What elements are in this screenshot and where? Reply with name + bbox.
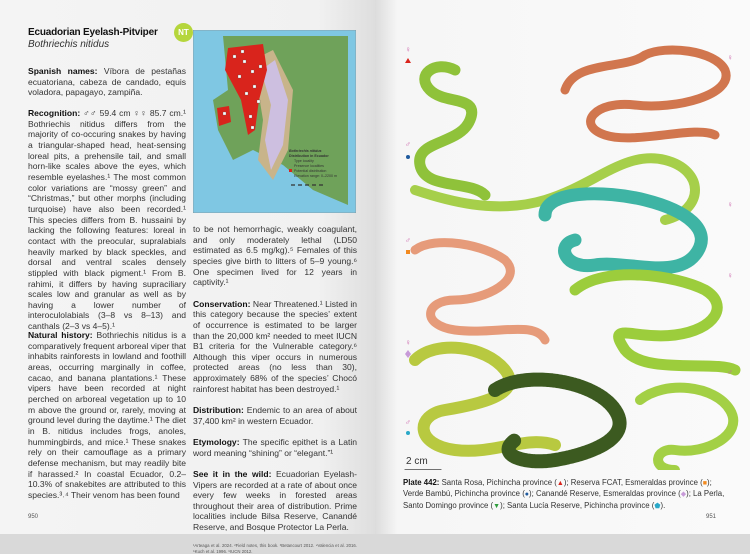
map-title: Bothriechis nitidus xyxy=(289,149,322,153)
pentagon-marker-icon xyxy=(406,431,410,435)
natural-history: Natural history: Bothriechis nitidus is a comparatively frequent arboreal viper that inhabits rainforests in lowland and foothill areas, occurring marginally in coffee, cacao, and banana plantations.¹ These vipers have been recorded at night perched on arboreal vegetation up to 10 m above the ground or, rarely, moving at ground level during the daytime.¹ The diet in B. nitidus includes frogs, anoles, hummingbirds, and mice.¹ These snakes rely on their camouflage as a primary defense mechanism, but may readily bite if harassed.² In coastal Ecuador, 0.2–10.3% of snakebites are attributed to this species.³˒⁴ Their venom has been found xyxy=(28,330,186,500)
snake-green-3 xyxy=(575,275,735,370)
common-name: Ecuadorian Eyelash-Pitviper xyxy=(28,27,158,38)
see-it-in-the-wild: See it in the wild: Ecuadorian Eyelash-Vipers are recorded at a rate of about once every few weeks in forested areas throughout their area of distribution. Prime localities include Bilsa Reserve, Canandé Reserve, and Bosque Protector La Perla. xyxy=(193,468,357,533)
square-marker-icon: ■ xyxy=(702,480,707,487)
page-number-left: 950 xyxy=(28,514,39,520)
circle-marker-icon: ● xyxy=(524,491,530,499)
inverted-triangle-marker-icon: ▼ xyxy=(493,502,501,510)
conservation: Conservation: Near Threatened.¹ Listed in this category because the species’ extent of occurrence is estimated to be larger than the 20,000 km² needed to meet IUCN B1 criteria for the Vulnerable category.⁶ Although this viper occurs in numerous protected areas (no less than 30), approximately 68% of the species’ Chocó rainforest habitat has been destroyed.¹ xyxy=(193,298,357,394)
map-legend-item: Potential distribution xyxy=(294,169,327,173)
scientific-name: Bothriechis nitidus xyxy=(28,39,110,50)
right-page xyxy=(375,0,750,534)
sex-symbol: ♂ xyxy=(405,236,411,245)
map-subtitle: Distribution in Ecuador xyxy=(289,154,329,158)
plate-caption: Plate 442: Santa Rosa, Pichincha province (▲); Reserva FCAT, Esmeraldas province (■); Verde Bambú, Pichincha province (●); Canandé Reserve, Esmeraldas province (◆); La Perla, Santo Domingo province (▼); Santa Lucía Reserve, Pichincha province (⬟). xyxy=(403,478,725,510)
map-legend-item: Elevation range: 0–2200 m xyxy=(294,174,337,178)
map-legend-item: Type locality xyxy=(294,159,314,163)
middle-column xyxy=(193,224,357,554)
sex-symbol: ♀ xyxy=(727,200,733,209)
distribution-map xyxy=(193,30,356,213)
triangle-marker-icon xyxy=(405,58,411,63)
recognition: Recognition: ♂♂ 59.4 cm ♀♀ 85.7 cm.¹ Bothriechis nitidus differs from the majority of co-occuring snakes by having a triangular-shaped head, heat-sensing loreal pits, a prehensile tail, and small horn-like scales above the eyes, which resemble eyelashes.¹ The most common color variations are “mossy green” and “Christmas,” but other morphs (including turquoise) have also been recorded.¹ This species differs from B. hussaini by lacking the following features: loreal in contact with the preocular, supralabials heavily marked by black speckles, and dorsal and ventral scales densely stippled with black pigment.¹ From B. rahimi, it differs by having supraciliary scales low and granular as well as by having a lower number of interoculolabials (3–8 vs 8–13) and canthals (2–3 vs 4–5).¹ xyxy=(28,108,186,332)
scale-label: 2 cm xyxy=(406,456,428,467)
sex-symbol: ♀ xyxy=(405,338,411,347)
distribution: Distribution: Endemic to an area of about 37,400 km² in western Ecuador. xyxy=(193,405,357,426)
pentagon-marker-icon: ⬟ xyxy=(654,502,661,510)
etymology: Etymology: The specific epithet is a Latin word meaning “shining” or “elegant.”¹ xyxy=(193,436,357,458)
triangle-marker-icon: ▲ xyxy=(556,480,564,487)
diamond-marker-icon: ◆ xyxy=(680,491,687,499)
snake-orange-1 xyxy=(565,50,726,138)
snake-teal xyxy=(545,194,701,268)
status-badge: NT xyxy=(174,23,193,42)
circle-marker-icon xyxy=(406,155,410,159)
species-header xyxy=(28,27,173,51)
snake-orange-2 xyxy=(415,243,545,340)
sex-symbol: ♂ xyxy=(405,418,411,427)
references: ¹Arteaga et al. 2024. ²Field notes, this book. ³Betancourt 2012. ⁴Valencia et al. 2016. ⁵Kuch et al. 1996. ⁶IUCN 2012. xyxy=(193,543,357,554)
sex-symbol: ♀ xyxy=(727,53,733,62)
map-legend-item: Presence localities xyxy=(294,164,324,168)
page-number-right: 951 xyxy=(706,514,717,520)
sex-symbol: ♀ xyxy=(727,271,733,280)
natural-history-continued: to be not hemorrhagic, weakly coagulant, and only moderately lethal (LD50 estimated as 6.5 mg/kg).⁵ Females of this species give birth to litters of 5–9 young.⁶ One specimen lived for 12 years in captivity.¹ xyxy=(193,224,357,288)
sex-symbol: ♂ xyxy=(405,140,411,149)
square-marker-icon xyxy=(406,250,410,254)
snake-plate xyxy=(375,0,750,470)
snake-green-4 xyxy=(640,388,733,470)
sex-symbol: ♂ xyxy=(727,368,733,377)
spanish-names: Spanish names: Víbora de pestañas ecuatoriana, cabeza de candado, equis voladora, papagayo, zampiña. xyxy=(28,66,186,98)
sex-symbol: ♀ xyxy=(405,45,411,54)
snake-yellow-green xyxy=(415,348,555,451)
snake-green-1 xyxy=(420,67,485,195)
